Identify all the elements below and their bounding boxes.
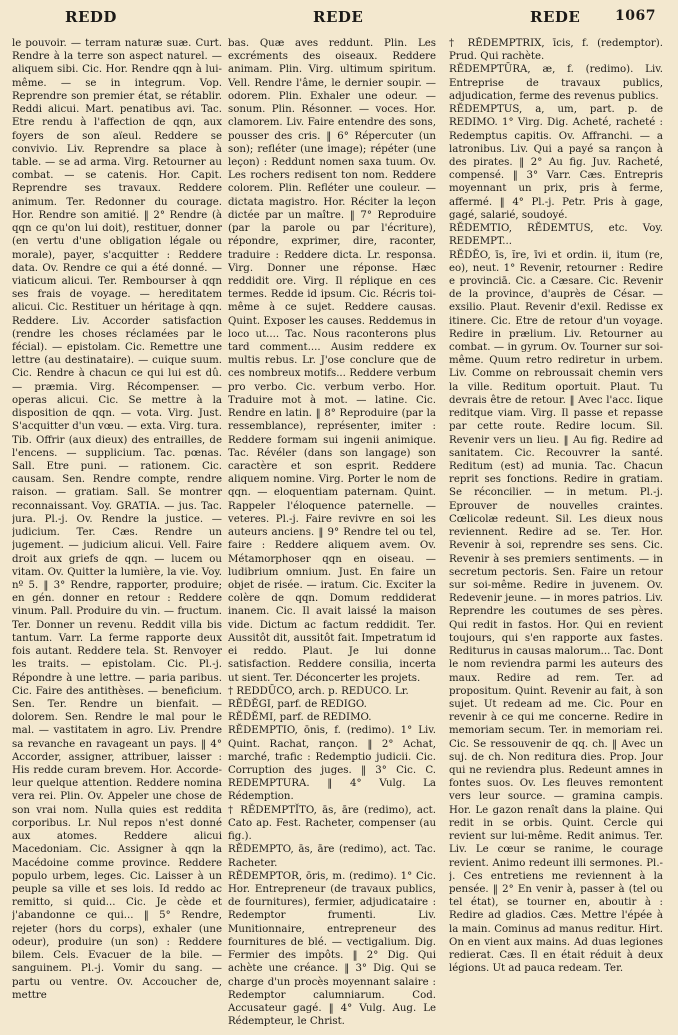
running-header <box>0 0 678 32</box>
entry-redempto: RĔDEMPTO, ās, āre (redimo), act. Tac. Racheter. <box>228 844 436 869</box>
header-right-guide-word: REDE <box>530 8 581 26</box>
header-center-guide-word: REDE <box>313 8 364 26</box>
entry-text: le pouvoir. — terram naturæ suæ. Curt. Rendre à la terre son aspect naturel. — aliquem sibi. Cic. Hor. Rendre qqn à lui-même. — se in integrum. Vop. Reprendre son premier état, se rétablir. Reddi alicui. Mart. penatibus avi. Tac. Etre rendu à l'affection de qqn, aux foyers de son aïeul. Reddere se convivio. Liv. Reprendre sa place à table. — se ad arma. Virg. Retourner au combat. — se catenis. Hor. Capit. Reprendre ses travaux. Reddere animum. Ter. Redonner du courage. Hor. Rendre son amitié. ‖ 2° Rendre (à qqn ce qu'on lui doit), restituer, donner (en vertu d'une obligation légale ou morale), payer, s'acquitter : Reddere data. Ov. Rendre ce qui a été donné. — viaticum alicui. Ter. Rembourser à qqn ses frais de voyage. — hereditatem alicui. Cic. Restituer un héritage à qqn. Reddere. Liv. Accorder satisfaction (rendre les choses réclamées par le fécial). — epistolam. Cic. Remettre une lettre (au destinataire). — cuique suum. Cic. Rendre à chacun ce qui lui est dû. — præmia. Virg. Récompenser. — operas alicui. Cic. Se mettre à la disposition de qqn. — vota. Virg. Just. S'acquitter d'un vœu. — exta. Virg. tura. Tib. Offrir (aux dieux) des entrailles, de l'encens. — supplicium. Tac. pœnas. Sall. Etre puni. — rationem. Cic. causam. Sen. Rendre compte, rendre raison. — gratiam. Sall. Se montrer reconnaissant. Voy. GRATIA. — jus. Tac. jura. Pl.-j. Ov. Rendre la justice. — judicium. Ter. Cæs. Rendre un jugement. — judicium alicui. Vell. Faire droit aux griefs de qqn. — lucem ou vitam. Ov. Quitter la lumière, la vie. Voy. nº 5. ‖ 3° Rendre, rapporter, produire; en gén. donner en retour : Reddere vinum. Pall. Produire du vin. — fructum. Ter. Donner un revenu. Reddit villa bis tantum. Varr. La ferme rapporte deux fois autant. Reddere tela. St. Renvoyer les traits. — epistolam. Cic. Pl.-j. Répondre à une lettre. — paria paribus. Cic. Faire des antithèses. — beneficium. Sen. Ter. Rendre un bienfait. — dolorem. Sen. Rendre le mal pour le mal. — vastitatem in agro. Liv. Prendre sa revanche en ravageant un pays. ‖ 4° Accorder, assigner, attribuer, laisser : His redde curam brevem. Hor. Accorde-leur quelque attention. Reddere nomina vera rei. Plin. Ov. Appeler une chose de son vrai nom. Nulla quies est reddita corporibus. Lr. Nul repos n'est donné aux atomes. Reddere alicui Macedoniam. Cic. Assigner à qqn la Macédoine comme province. Reddere populo urbem, leges. Cic. Laisser à un peuple sa ville et ses lois. Id reddo ac remitto, si quid... Cic. Je cède et j'abandonne ce qui... ‖ 5° Rendre, rejeter (hors du corps), exhaler (une odeur), produire (un son) : Reddere bilem. Cels. Evacuer de la bile. — sanguinem. Pl.-j. Vomir du sang. — partu ou ventre. Ov. Accoucher de, mettre <box>12 38 222 1001</box>
column-middle <box>228 37 436 1032</box>
entry-text: bas. Quæ aves reddunt. Plin. Les excréments des oiseaux. Reddere animam. Plin. Virg. ultimum spiritum. Vell. Rendre l'âme, le dernier soupir. — odorem. Plin. Exhaler une odeur. — sonum. Plin. Résonner. — voces. Hor. clamorem. Liv. Faire entendre des sons, pousser des cris. ‖ 6° Répercuter (un son); refléter (une image); répéter (une leçon) : Reddunt nomen saxa tuum. Ov. Les rochers redisent ton nom. Reddere colorem. Plin. Refléter une couleur. — dictata magistro. Hor. Réciter la leçon dictée par un maître. ‖ 7° Reproduire (par la parole ou par l'écriture), répondre, exprimer, dire, raconter, traduire : Reddere dicta. Lr. responsa. Virg. Donner une réponse. Hæc reddidit ore. Virg. Il réplique en ces termes. Redde id ipsum. Cic. Récris toi-même à ce sujet. Reddere causas. Quint. Exposer les causes. Reddemus in loco ut.... Tac. Nous raconterons plus tard comment.... Ausim reddere ex multis rebus. Lr. J'ose conclure que de ces nombreux motifs... Reddere verbum pro verbo. Cic. verbum verbo. Hor. Traduire mot à mot. — latine. Cic. Rendre en latin. ‖ 8° Reproduire (par la ressemblance), représenter, imiter : Reddere formam sui ingenii animique. Tac. Révéler (dans son langage) son caractère et son esprit. Reddere aliquem nomine. Virg. Porter le nom de qqn. — eloquentiam paternam. Quint. Rappeler l'éloquence paternelle. — veteres. Pl.-j. Faire revivre en soi les auteurs anciens. ‖ 9° Rendre tel ou tel, faire : Reddere aliquem avem. Ov. Métamorphoser qqn en oiseau. — ludibrium omnium. Just. En faire un objet de risée. — iratum. Cic. Exciter la colère de qqn. Domum reddiderat inanem. Cic. Il avait laissé la maison vide. Dictum ac factum reddidit. Ter. Aussitôt dit, aussitôt fait. Impetratum id ei reddo. Plaut. Je lui donne satisfaction. Reddere consilia, incerta ut sient. Ter. Déconcerter les projets. <box>228 38 436 684</box>
header-left-guide-word: REDD <box>65 8 117 26</box>
entry-redemtio: RĔDEMTIO, RĔDEMTUS, etc. Voy. REDEMPT... <box>449 223 663 248</box>
entry-redēgi: RĔDĔGI, parf. de REDIGO. <box>228 698 367 710</box>
entry-redeo: RĔDĔO, īs, ĭre, īvi et ordin. ii, itum (re, eo), neut. 1° Revenir, retourner : Redire e provinciā. Cic. a Cæsare. Cic. Revenir de la province, d'auprès de César. — exsilio. Plaut. Revenir d'exil. Redisse ex itinere. Cic. Etre de retour d'un voyage. Redire in prælium. Liv. Retourner au combat. — in gyrum. Ov. Tourner sur soi-même. Quum retro rediretur in urbem. Liv. Comme on rebroussait chemin vers la ville. Reditum oportuit. Plaut. Tu devrais être de retour. ‖ Avec l'acc. Iique reditque viam. Virg. Il passe et repasse par cette route. Redire locum. Sil. Revenir vers un lieu. ‖ Au fig. Redire ad sanitatem. Cic. Recouvrer la santé. Reditum (est) ad munia. Tac. Chacun reprit ses fonctions. Redire in gratiam. Se réconcilier. — in metum. Pl.-j. Eprouver de nouvelles craintes. Cœlicolæ redeunt. Sil. Les dieux nous reviennent. Redire ad se. Ter. Hor. Revenir à soi, reprendre ses sens. Cic. Revenir à ses premiers sentiments. — in secretum pectoris. Sen. Faire un retour sur soi-même. Redire in juvenem. Ov. Redevenir jeune. — in mores patrios. Liv. Reprendre les coutumes de ses pères. Qui redit in fastos. Hor. Qui en revient toujours, qui s'en rapporte aux fastes. Rediturus in causas malorum... Tac. Dont le nom reviendra parmi les auteurs des maux. Redire ad rem. Ter. ad propositum. Quint. Revenir au fait, à son sujet. Ut redeam ad me. Cic. Pour en revenir à ce qui me concerne. Redire in memoriam secum. Ter. in memoriam rei. Cic. Se ressouvenir de qq. ch. ‖ Avec un suj. de ch. Non reditura dies. Prop. Jour qui ne reviendra plus. Redeunt amnes in fontes suos. Ov. Les fleuves remontent vers leur source. — gramina campis. Hor. Le gazon renaît dans la plaine. Qui redit in se orbis. Quint. Cercle qui revient sur lui-même. Redit animus. Ter. Liv. Le cœur se ranime, le courage revient. Animo redeunt illi sermones. Pl.-j. Ces entretiens me reviennent à la pensée. ‖ 2° En venir à, passer à (tel ou tel état), se tourner en, aboutir à : Redire ad gladios. Cæs. Mettre l'épée à la main. Cominus ad manus reditur. Hirt. On en vient aux mains. Ad duas legiones redierat. Cæs. Il en était réduit à deux légions. Ut ad pauca redeam. Ter. <box>449 249 663 975</box>
entry-redemptor: RĔDEMPTOR, ōris, m. (redimo). 1° Cic. Hor. Entrepreneur (de travaux publics, de fournitures), fermier, adjudicataire : Redemptor frumenti. Liv. Munitionnaire, entrepreneur des fournitures de blé. — vectigalium. Dig. Fermier des impôts. ‖ 2° Dig. Qui achète une créance. ‖ 3° Dig. Qui se charge d'un procès moyennant salaire : Redemptor calumniarum. Cod. Accusateur gagé. ‖ 4° Vulg. Aug. Le Rédempteur, le Christ. <box>228 870 436 1028</box>
entry-redēmi: RĔDĔMI, parf. de REDIMO. <box>228 712 372 724</box>
entry-redemptrix: † RĔDEMPTRIX, īcis, f. (redemptor). Prud. Qui rachète. <box>449 38 663 63</box>
entry-redemptito: † RĔDEMPTĬTO, ās, āre (redimo), act. Cato ap. Fest. Racheter, compenser (au fig.). <box>228 804 436 843</box>
entry-redemptura: RĔDEMPTŪRA, æ, f. (redimo). Liv. Entreprise de travaux publics, adjudication, ferme des revenus publics. <box>449 64 663 102</box>
column-left <box>12 37 222 1032</box>
page-number: 1067 <box>615 8 656 24</box>
entry-reddūco: † REDDŪCO, arch. p. REDUCO. Lr. <box>228 685 409 697</box>
entry-redemptio: RĔDEMPTIO, ōnis, f. (redimo). 1° Liv. Quint. Rachat, rançon. ‖ 2° Achat, marché, trafic : Redemptio judicii. Cic. Corruption des juges. ‖ 3° Cic. C. REDEMPTURA. ‖ 4° Vulg. La Rédemption. <box>228 725 436 803</box>
entry-redemptus: RĔDEMPTUS, a, um, part. p. de REDIMO. 1° Virg. Dig. Acheté, racheté : Redemptus capitis. Ov. Affranchi. — a latronibus. Liv. Qui a payé sa rançon à des pirates. ‖ 2° Au fig. Juv. Racheté, compensé. ‖ 3° Varr. Cæs. Entrepris moyennant un prix, pris à ferme, affermé. ‖ 4° Pl.-j. Petr. Pris à gage, gagé, salarié, soudoyé. <box>449 104 663 221</box>
column-right <box>449 37 663 1032</box>
